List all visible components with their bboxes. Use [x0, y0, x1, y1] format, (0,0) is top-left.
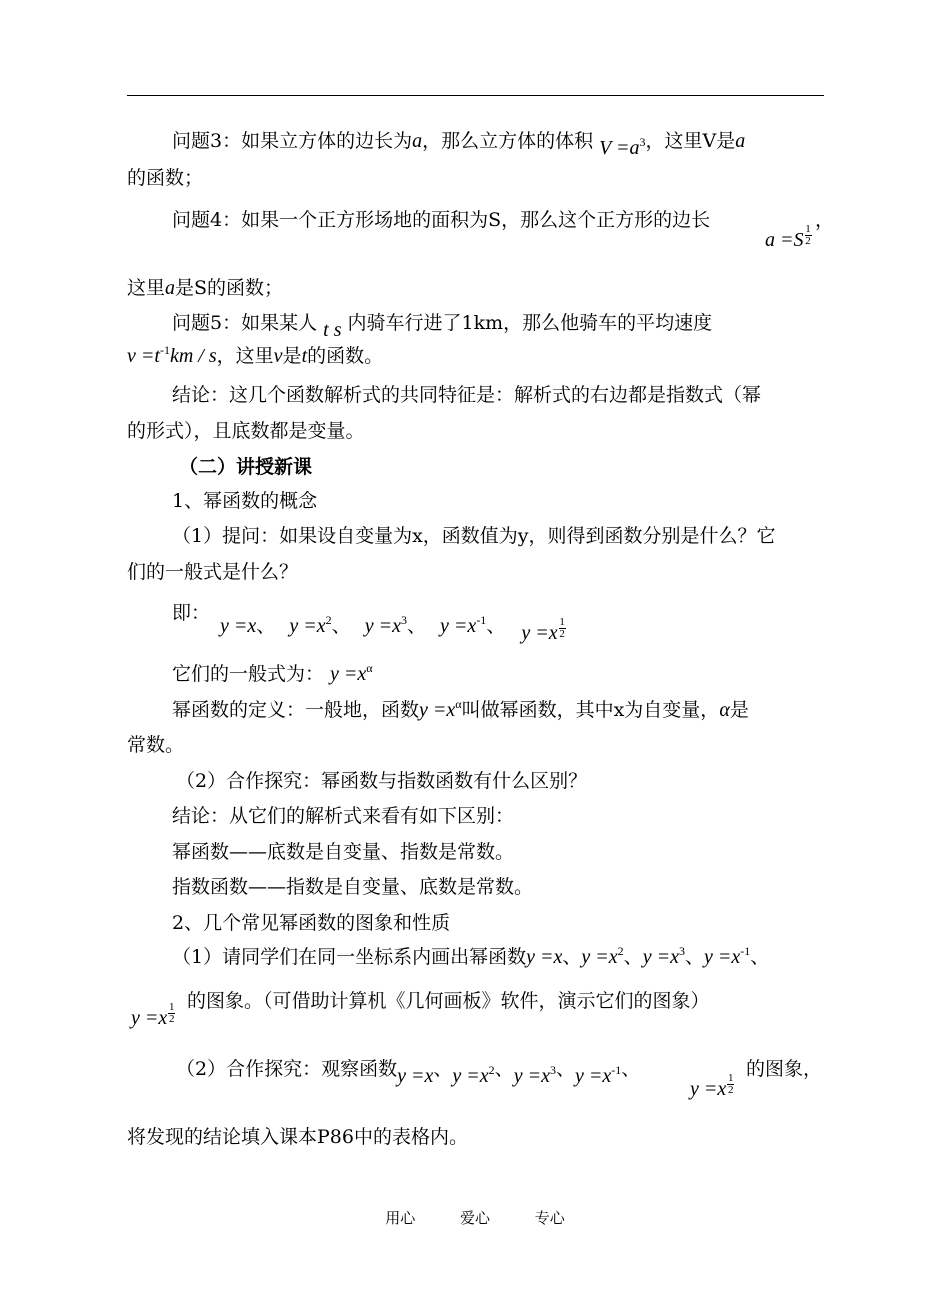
ask-line-2: 们的一般式是什么？	[127, 561, 299, 583]
cooperate-question-2-end: 的图象，	[746, 1058, 823, 1080]
draw-line-2: 的图象。（可借助计算机《几何画板》软件，演示它们的图象）	[187, 990, 710, 1012]
footer-item: 用心	[385, 1209, 416, 1227]
question-4-line-1: 问题4：如果一个正方形场地的面积为S，那么这个正方形的边长	[172, 209, 711, 231]
difference-power: 幂函数——底数是自变量、指数是常数。	[172, 841, 515, 863]
definition-line-1: 幂函数的定义：一般地，函数$y =x^\alpha$叫做幂函数，其中x为自变量，α是	[172, 697, 749, 721]
question-5-line-1: 问题5：如果某人 t s 内骑车行进了1km，那么他骑车的平均速度	[172, 312, 713, 341]
examples-formulas: y =x、 $y =x^2$、 $y =x^3$、 $y =x^{-1}$、 y =x $\frac{1}{2}$	[220, 613, 565, 644]
subsection-2-title: 2、几个常见幂函数的图象和性质	[172, 912, 451, 934]
ask-line-1: （1）提问：如果设自变量为x，函数值为y，则得到函数分别是什么？它	[172, 525, 776, 547]
footer-item: 爱心	[459, 1209, 490, 1227]
section-heading: （二）讲授新课	[179, 456, 313, 478]
question-4-line-2: 这里a是S的函数；	[127, 277, 284, 299]
conclusion-1-line-2: 的形式），且底数都是变量。	[127, 420, 365, 442]
header-rule	[127, 95, 824, 96]
volume-formula: $V =a^3$	[599, 135, 646, 159]
velocity-formula: $v =t^{-1}km / s$	[127, 343, 217, 367]
conclusion-2: 结论：从它们的解析式来看有如下区别：	[172, 805, 515, 827]
page-footer	[0, 1207, 950, 1228]
cooperate-question-2: （2）合作探究：观察函数y =x、$y =x^2$、$y =x^3$、$y =x^{-1}$、	[176, 1058, 641, 1087]
general-form-line: 它们的一般式为： $y =x^\alpha$	[172, 661, 373, 685]
cooperate-formula-sqrt: y =x $\frac{1}{2}$	[690, 1072, 734, 1100]
subsection-1-title: 1、幂函数的概念	[172, 490, 318, 512]
cooperate-question-1: （2）合作探究：幂函数与指数函数有什么区别？	[176, 770, 588, 792]
fill-table-line: 将发现的结论填入课本P86中的表格内。	[127, 1126, 468, 1148]
side-formula: a =S $\frac{1}{2}$	[765, 223, 811, 251]
question-4-comma: ，	[815, 209, 835, 231]
question-5-line-2: $v =t^{-1}km / s$，这里v是t的函数。	[127, 343, 384, 367]
draw-formula-sqrt: y =x $\frac{1}{2}$	[131, 1001, 175, 1029]
footer-item: 专心	[534, 1209, 565, 1227]
question-3-line-2: 的函数；	[127, 167, 204, 189]
draw-line-1: （1）请同学们在同一坐标系内画出幂函数y =x、$y =x^2$、$y =x^3$、$y =x^{-1}$、	[172, 944, 770, 968]
question-3-line-1: 问题3：如果立方体的边长为a，那么立方体的体积 $V =a^3$，这里V是a	[172, 130, 746, 159]
conclusion-1-line-1: 结论：这几个函数解析式的共同特征是：解析式的右边都是指数式（幂	[172, 384, 762, 406]
difference-exponential: 指数函数——指数是自变量、底数是常数。	[172, 876, 534, 898]
definition-line-2: 常数。	[127, 734, 185, 756]
examples-label: 即：	[172, 602, 211, 624]
